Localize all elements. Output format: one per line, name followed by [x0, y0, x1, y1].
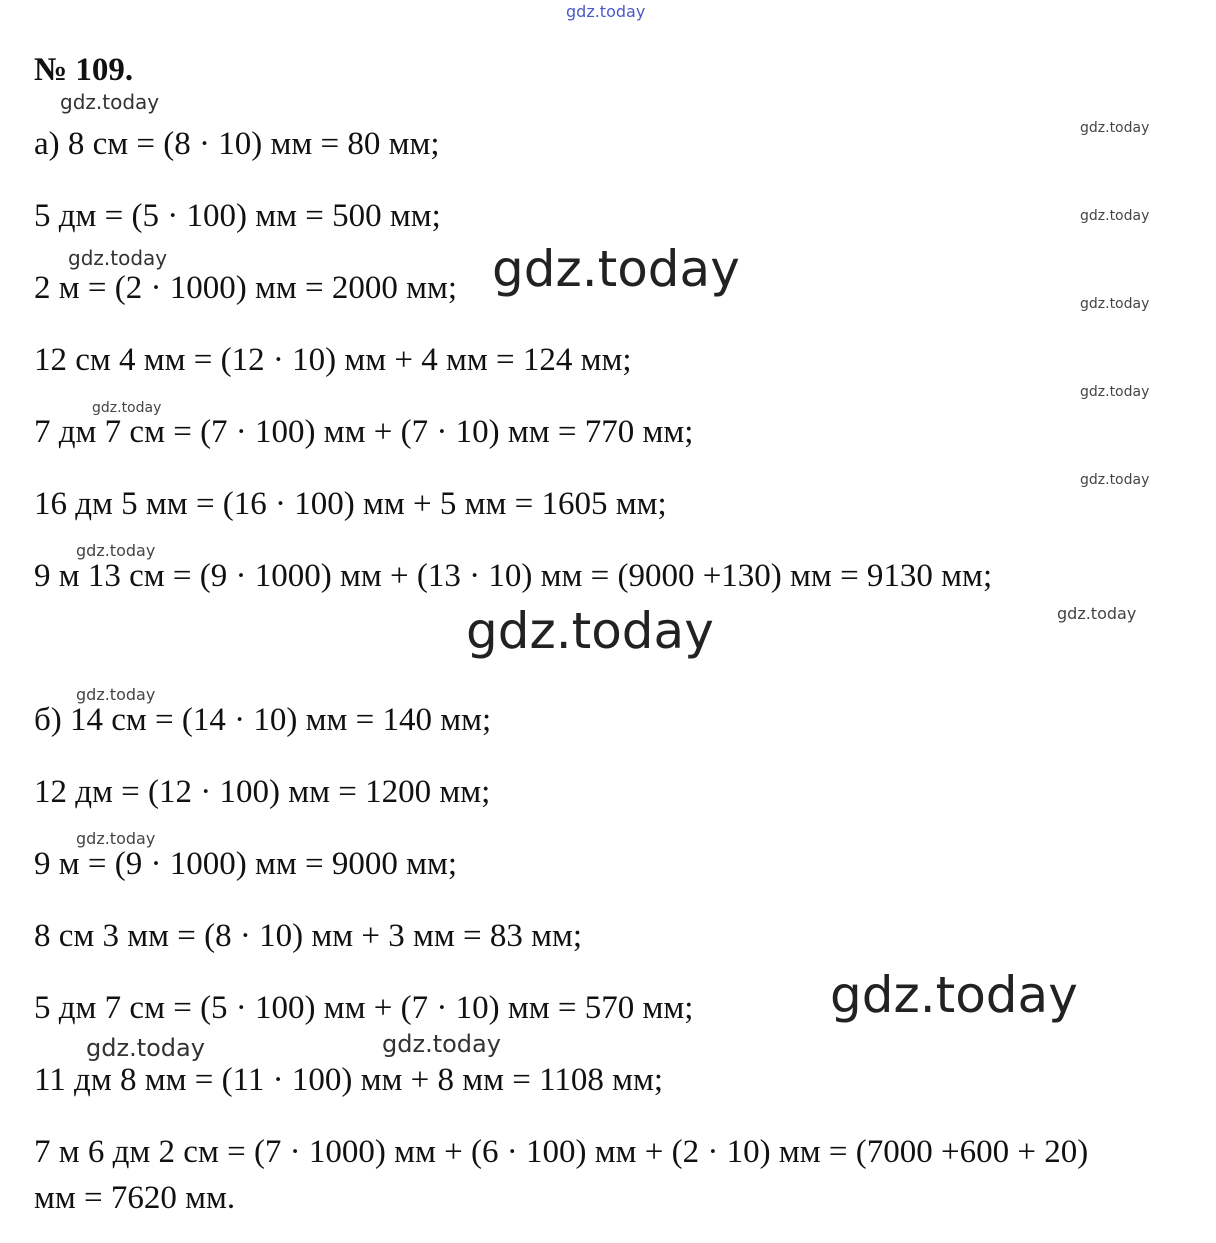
watermark: gdz.today: [68, 246, 168, 270]
watermark-top: gdz.today: [566, 2, 646, 21]
solution-line-b-1: б) 14 см = (14 · 10) мм = 140 мм;: [34, 702, 492, 738]
solution-line-b-5: 5 дм 7 см = (5 · 100) мм + (7 · 10) мм = 570 мм;: [34, 990, 694, 1026]
watermark: gdz.today: [1080, 384, 1150, 400]
solution-line-b-4: 8 см 3 мм = (8 · 10) мм + 3 мм = 83 мм;: [34, 918, 583, 954]
watermark-large: gdz.today: [830, 966, 1078, 1024]
solution-line-a-1: а) 8 см = (8 · 10) мм = 80 мм;: [34, 126, 440, 162]
solution-line-a-3: 2 м = (2 · 1000) мм = 2000 мм;: [34, 270, 458, 306]
watermark: gdz.today: [1080, 472, 1150, 488]
solution-line-b-7-continued: мм = 7620 мм.: [34, 1180, 236, 1216]
solution-line-a-5: 7 дм 7 см = (7 · 100) мм + (7 · 10) мм = 770 мм;: [34, 414, 694, 450]
watermark: gdz.today: [76, 685, 156, 704]
watermark: gdz.today: [382, 1030, 501, 1058]
watermark: gdz.today: [1080, 120, 1150, 136]
watermark-large: gdz.today: [466, 602, 714, 660]
problem-number: № 109.: [34, 52, 134, 88]
watermark: gdz.today: [1080, 208, 1150, 224]
solution-line-a-6: 16 дм 5 мм = (16 · 100) мм + 5 мм = 1605 мм;: [34, 486, 667, 522]
watermark-large: gdz.today: [492, 240, 740, 298]
watermark: gdz.today: [76, 829, 156, 848]
watermark: gdz.today: [86, 1034, 205, 1062]
watermark: gdz.today: [1057, 604, 1137, 623]
solution-line-a-4: 12 см 4 мм = (12 · 10) мм + 4 мм = 124 мм;: [34, 342, 632, 378]
watermark: gdz.today: [76, 541, 156, 560]
solution-line-b-7: 7 м 6 дм 2 см = (7 · 1000) мм + (6 · 100) мм + (2 · 10) мм = (7000 +600 + 20): [34, 1134, 1089, 1170]
watermark: gdz.today: [60, 90, 160, 114]
solution-line-a-2: 5 дм = (5 · 100) мм = 500 мм;: [34, 198, 441, 234]
solution-line-b-6: 11 дм 8 мм = (11 · 100) мм + 8 мм = 1108 мм;: [34, 1062, 664, 1098]
solution-line-b-2: 12 дм = (12 · 100) мм = 1200 мм;: [34, 774, 491, 810]
solution-line-a-7: 9 м 13 см = (9 · 1000) мм + (13 · 10) мм = (9000 +130) мм = 9130 мм;: [34, 558, 993, 594]
watermark: gdz.today: [1080, 296, 1150, 312]
watermark: gdz.today: [92, 400, 162, 416]
solution-line-b-3: 9 м = (9 · 1000) мм = 9000 мм;: [34, 846, 458, 882]
